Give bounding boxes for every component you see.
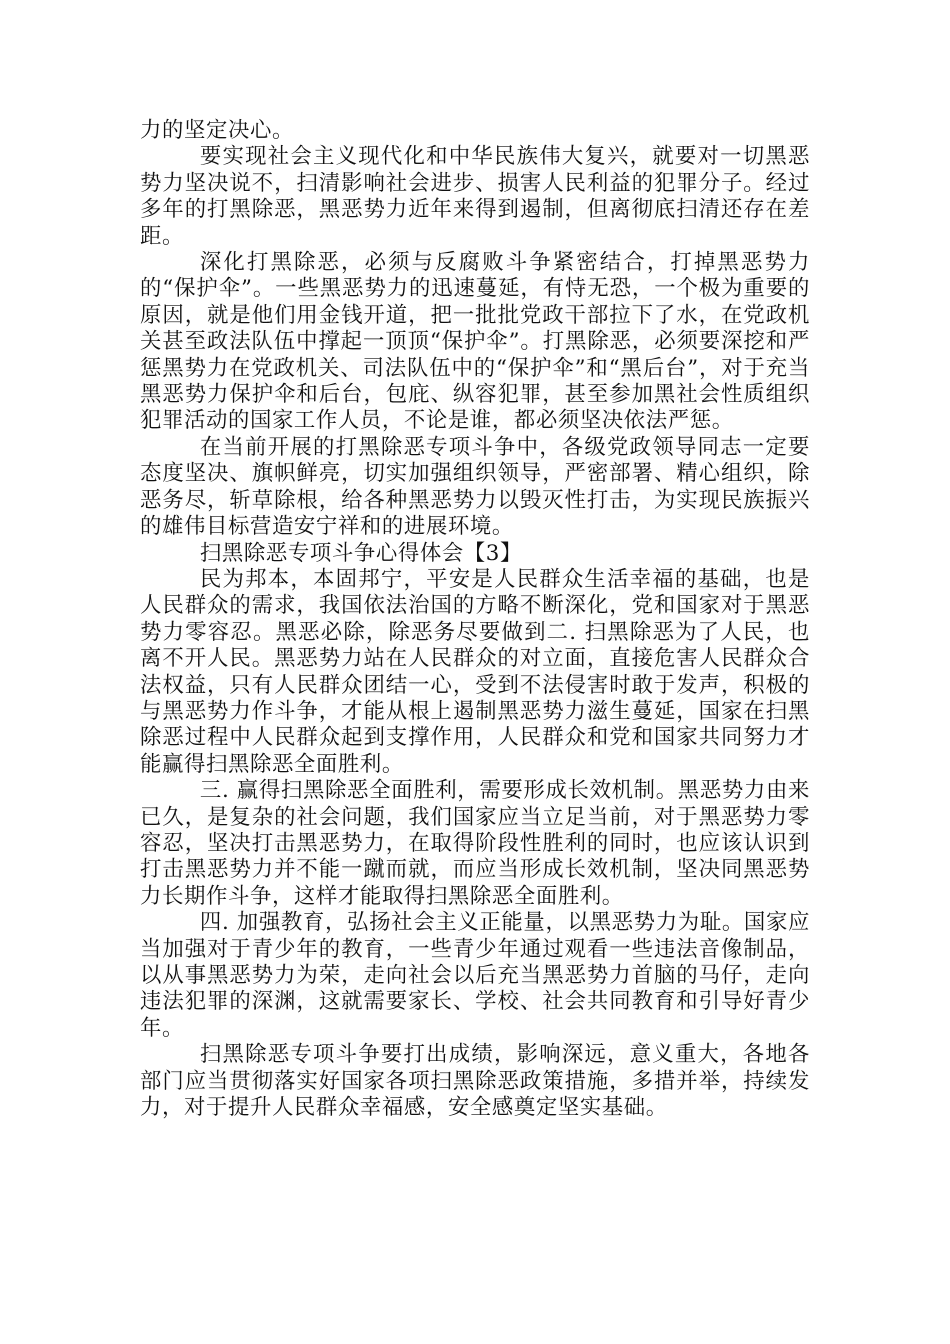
paragraph-6: 三. 赢得扫黑除恶全面胜利，需要形成长效机制。黑恶势力由来已久，是复杂的社会问题，我们国家应当立足当前，对于黑恶势力零容忍，坚决打击黑恶势力，在取得阶段性胜利的同时，也应该认识到打击黑恶势力并不能一蹴而就，而应当形成长效机制，坚决同黑恶势力长期作斗争，这样才能取得扫黑除恶全面胜利。 xyxy=(140,778,810,909)
document-body xyxy=(140,118,810,1121)
paragraph-7: 四. 加强教育，弘扬社会主义正能量，以黑恶势力为耻。国家应当加强对于青少年的教育，一些青少年通过观看一些违法音像制品，以从事黑恶势力为荣，走向社会以后充当黑恶势力首脑的马仔，走向违法犯罪的深渊，这就需要家长、学校、社会共同教育和引导好青少年。 xyxy=(140,910,810,1041)
paragraph-1: 力的坚定决心。 xyxy=(140,118,294,143)
paragraph-4: 在当前开展的打黑除恶专项斗争中，各级党政领导同志一定要态度坚决、旗帜鲜亮，切实加强组织领导，严密部署、精心组织，除恶务尽，斩草除根，给各种黑恶势力以毁灭性打击，为实现民族振兴的雄伟目标营造安宁祥和的进展环境。 xyxy=(140,434,810,540)
paragraph-2: 要实现社会主义现代化和中华民族伟大复兴，就要对一切黑恶势力坚决说不，扫清影响社会进步、损害人民利益的犯罪分子。经过多年的打黑除恶，黑恶势力近年来得到遏制，但离彻底扫清还存在差距。 xyxy=(140,144,810,249)
section-heading: 扫黑除恶专项斗争心得体会【3】 xyxy=(199,540,522,566)
paragraph-3: 深化打黑除恶，必须与反腐败斗争紧密结合，打掉黑恶势力的“保护伞”。一些黑恶势力的迅速蔓延，有恃无恐，一个极为重要的原因，就是他们用金钱开道，把一批批党政干部拉下了水，在党政机关甚至政法队伍中撑起一顶顶“保护伞”。打黑除恶，必须要深挖和严惩黑势力在党政机关、司法队伍中的“保护伞”和“黑后台”，对于充当黑恶势力保护伞和后台，包庇、纵容犯罪，甚至参加黑社会性质组织犯罪活动的国家工作人员，不论是谁，都必须坚决依法严惩。 xyxy=(140,250,810,434)
paragraph-8: 扫黑除恶专项斗争要打出成绩，影响深远，意义重大，各地各部门应当贯彻落实好国家各项扫黑除恶政策措施，多措并举，持续发力，对于提升人民群众幸福感，安全感奠定坚实基础。 xyxy=(140,1042,810,1121)
paragraph-5: 民为邦本，本固邦宁，平安是人民群众生活幸福的基础，也是人民群众的需求，我国依法治国的方略不断深化，党和国家对于黑恶势力零容忍。黑恶必除，除恶务尽要做到二. 扫黑除恶为了人民，也离不开人民。黑恶势力站在人民群众的对立面，直接危害人民群众合法权益，只有人民群众团结一心，受到不法侵害时敢于发声，积极的与黑恶势力作斗争，才能从根上遏制黑恶势力滋生蔓延，国家在扫黑除恶过程中人民群众起到支撑作用，人民群众和党和国家共同努力才能赢得扫黑除恶全面胜利。 xyxy=(140,566,810,777)
